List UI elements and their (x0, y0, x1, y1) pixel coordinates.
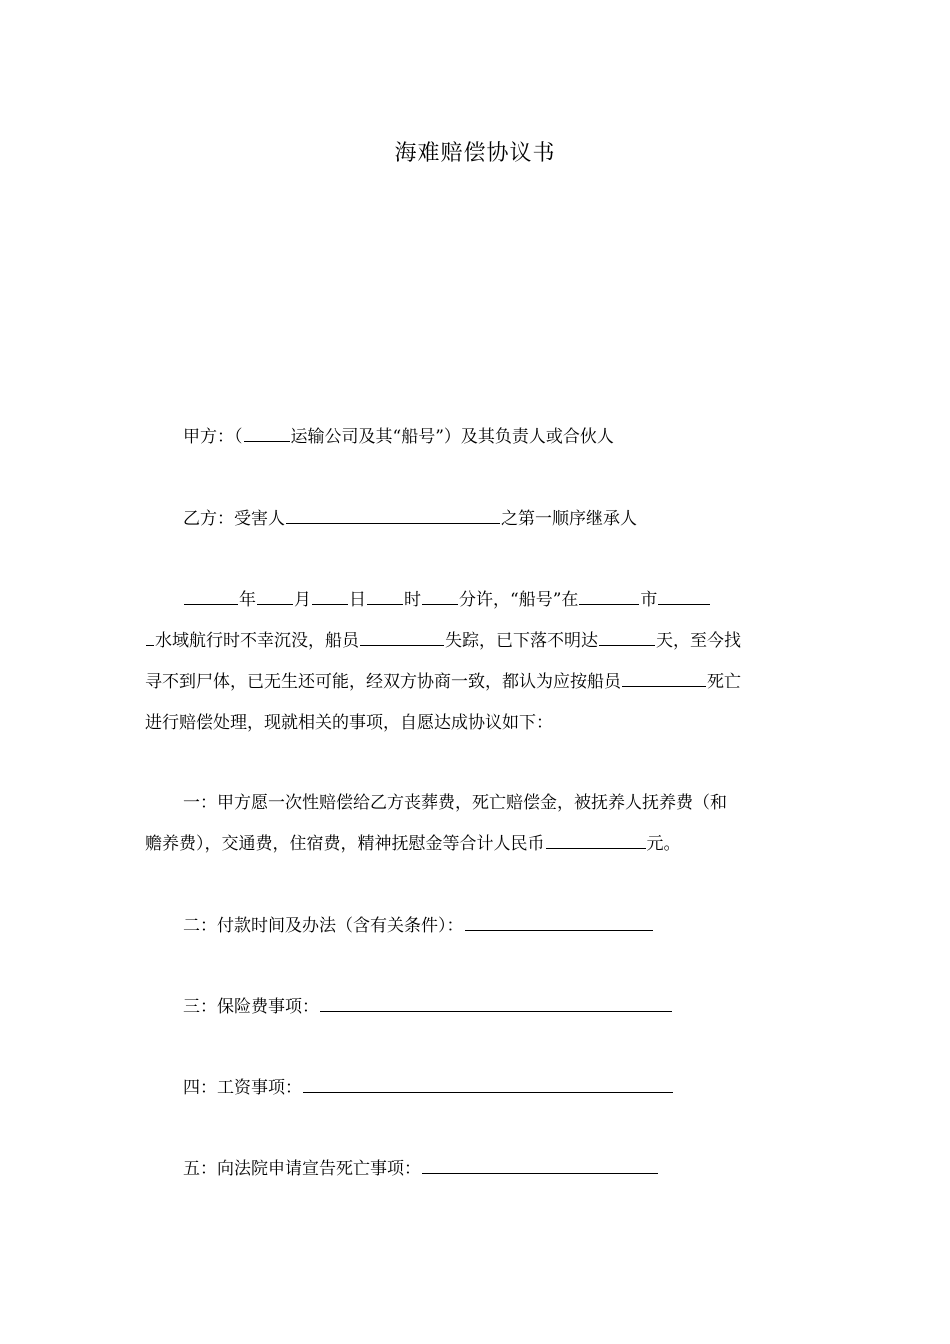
blank-amount (546, 832, 646, 849)
label-year: 年 (239, 590, 256, 610)
label-hour: 时 (404, 590, 421, 610)
blank-victim (286, 507, 500, 524)
incident-line-1 (183, 588, 848, 611)
party-b-line (183, 507, 848, 530)
clause-3-text: 三：保险费事项： (183, 997, 319, 1017)
party-b-text: 之第一顺序继承人 (501, 509, 637, 529)
incident-line-2 (145, 629, 810, 652)
clause-1-text-2b: 元。 (646, 834, 681, 854)
blank-hour (367, 588, 403, 605)
label-days: 天，至今找 (656, 631, 741, 651)
blank-day (312, 588, 348, 605)
label-city: 市 (640, 590, 658, 610)
blank-city (579, 588, 639, 605)
clause-5-line (183, 1157, 848, 1180)
clause-1-line-1 (183, 792, 848, 814)
clause-4-text: 四：工资事项： (183, 1078, 302, 1098)
party-a-label: 甲方：（ (183, 427, 243, 447)
incident-text-3b: 死亡 (707, 672, 741, 692)
blank-crew (360, 629, 444, 646)
clause-1-text-1: 一：甲方愿一次性赔偿给乙方丧葬费，死亡赔偿金，被抚养人抚养费（和 (183, 793, 727, 813)
document-title: 海难赔偿协议书 (394, 141, 556, 166)
blank-crew-death (622, 670, 706, 687)
blank-year (184, 588, 238, 605)
blank-month (257, 588, 293, 605)
clause-5-text: 五：向法院申请宣告死亡事项： (183, 1159, 421, 1179)
label-month: 月 (294, 590, 311, 610)
blank-payment (465, 914, 653, 931)
blank-waters-b (146, 629, 154, 646)
clause-2-text: 二：付款时间及办法（含有关条件）： (183, 916, 464, 936)
incident-line-4 (145, 712, 810, 734)
clause-1-line-2 (145, 832, 810, 855)
party-a-line (183, 425, 848, 448)
blank-wages (303, 1076, 673, 1093)
blank-days (599, 629, 655, 646)
blank-court (422, 1157, 658, 1174)
incident-line-3 (145, 670, 810, 693)
clause-3-line (183, 995, 848, 1018)
label-missing: 失踪，已下落不明达 (445, 631, 598, 651)
label-minute: 分许，“船号”在 (459, 590, 579, 610)
clause-2-line (183, 914, 848, 937)
blank-insurance (320, 995, 672, 1012)
blank-company (244, 425, 290, 442)
blank-minute (422, 588, 458, 605)
clause-4-line (183, 1076, 848, 1099)
label-day: 日 (349, 590, 366, 610)
blank-waters-a (658, 588, 710, 605)
clause-1-text-2a: 赡养费），交通费，住宿费，精神抚慰金等合计人民币 (145, 834, 545, 854)
party-a-text: 运输公司及其“船号”）及其负责人或合伙人 (290, 427, 614, 447)
party-b-label: 乙方：受害人 (183, 509, 285, 529)
incident-text-4: 进行赔偿处理，现就相关的事项，自愿达成协议如下： (145, 713, 553, 733)
incident-text-3a: 寻不到尸体，已无生还可能，经双方协商一致，都认为应按船员 (145, 672, 621, 692)
label-waters: 水域航行时不幸沉没，船员 (155, 631, 359, 651)
